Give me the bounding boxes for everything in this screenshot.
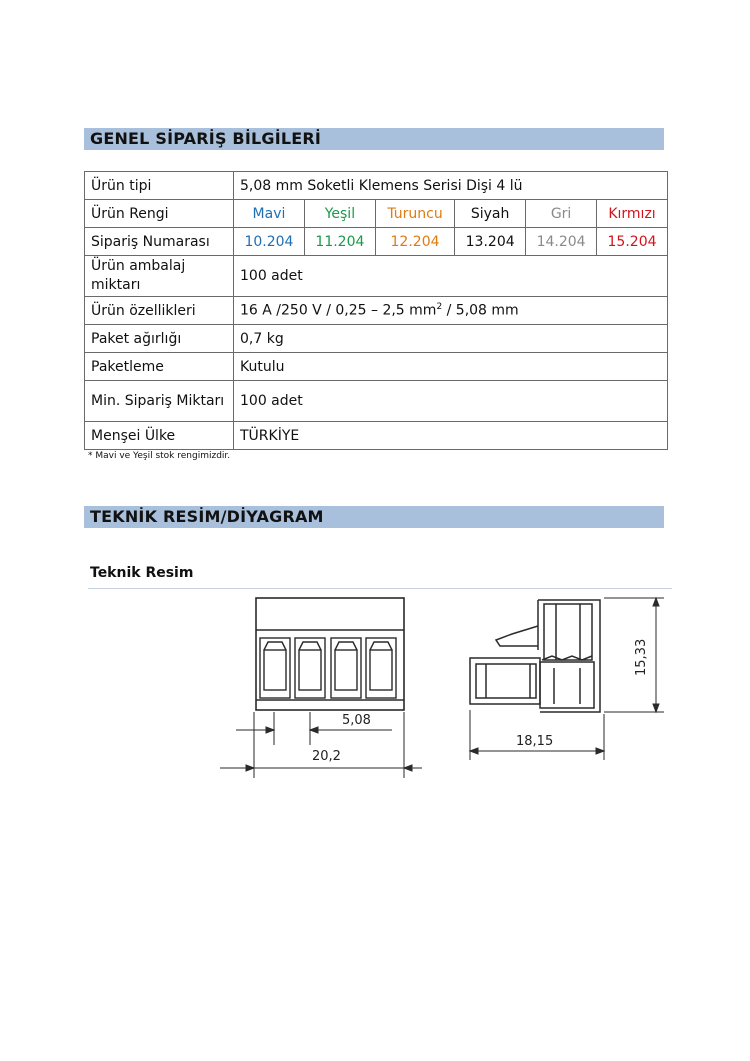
color-green: Yeşil: [304, 200, 375, 228]
dim-width-label: 20,2: [312, 749, 341, 764]
front-view: [256, 598, 404, 710]
label-package-qty: Ürün ambalaj miktarı: [85, 256, 234, 297]
terminal-openings: [260, 638, 396, 698]
color-gray: Gri: [526, 200, 597, 228]
label-features: Ürün özellikleri: [85, 297, 234, 325]
order-number-blue: 10.204: [234, 228, 305, 256]
order-number-gray: 14.204: [526, 228, 597, 256]
features-text: 16 A /250 V / 0,25 – 2,5 mm: [240, 302, 437, 319]
order-number-red: 15.204: [597, 228, 668, 256]
label-order-number: Sipariş Numarası: [85, 228, 234, 256]
value-weight: 0,7 kg: [234, 325, 668, 353]
label-origin: Menşei Ülke: [85, 422, 234, 450]
color-black: Siyah: [455, 200, 526, 228]
dimension-lines: [220, 712, 422, 778]
features-superscript: 2: [436, 302, 443, 313]
section-title-technical: TEKNİK RESİM/DİYAGRAM: [90, 507, 324, 526]
value-package-qty: 100 adet: [234, 256, 668, 297]
side-view: [470, 600, 600, 712]
value-packaging: Kutulu: [234, 353, 668, 381]
value-product-type: 5,08 mm Soketli Klemens Serisi Dişi 4 lü: [234, 172, 668, 200]
label-packaging: Paketleme: [85, 353, 234, 381]
features-text-end: / 5,08 mm: [442, 302, 519, 319]
dim-height-label: 15,33: [634, 638, 649, 676]
label-weight: Paket ağırlığı: [85, 325, 234, 353]
dim-depth-label: 18,15: [516, 734, 554, 749]
section-title-general: GENEL SİPARİŞ BİLGİLERİ: [90, 129, 322, 148]
label-product-type: Ürün tipi: [85, 172, 234, 200]
stock-note: * Mavi ve Yeşil stok rengimizdir.: [88, 451, 231, 461]
drawing-subtitle: Teknik Resim: [90, 565, 194, 581]
value-min-order: 100 adet: [234, 381, 668, 422]
dim-pitch-label: 5,08: [342, 713, 371, 728]
value-origin: TÜRKİYE: [234, 422, 668, 450]
label-min-order: Min. Sipariş Miktarı: [85, 381, 234, 422]
side-dimension-lines: [470, 598, 664, 760]
order-number-green: 11.204: [304, 228, 375, 256]
color-orange: Turuncu: [375, 200, 454, 228]
label-color: Ürün Rengi: [85, 200, 234, 228]
order-number-orange: 12.204: [375, 228, 454, 256]
color-blue: Mavi: [234, 200, 305, 228]
color-red: Kırmızı: [597, 200, 668, 228]
order-number-black: 13.204: [455, 228, 526, 256]
